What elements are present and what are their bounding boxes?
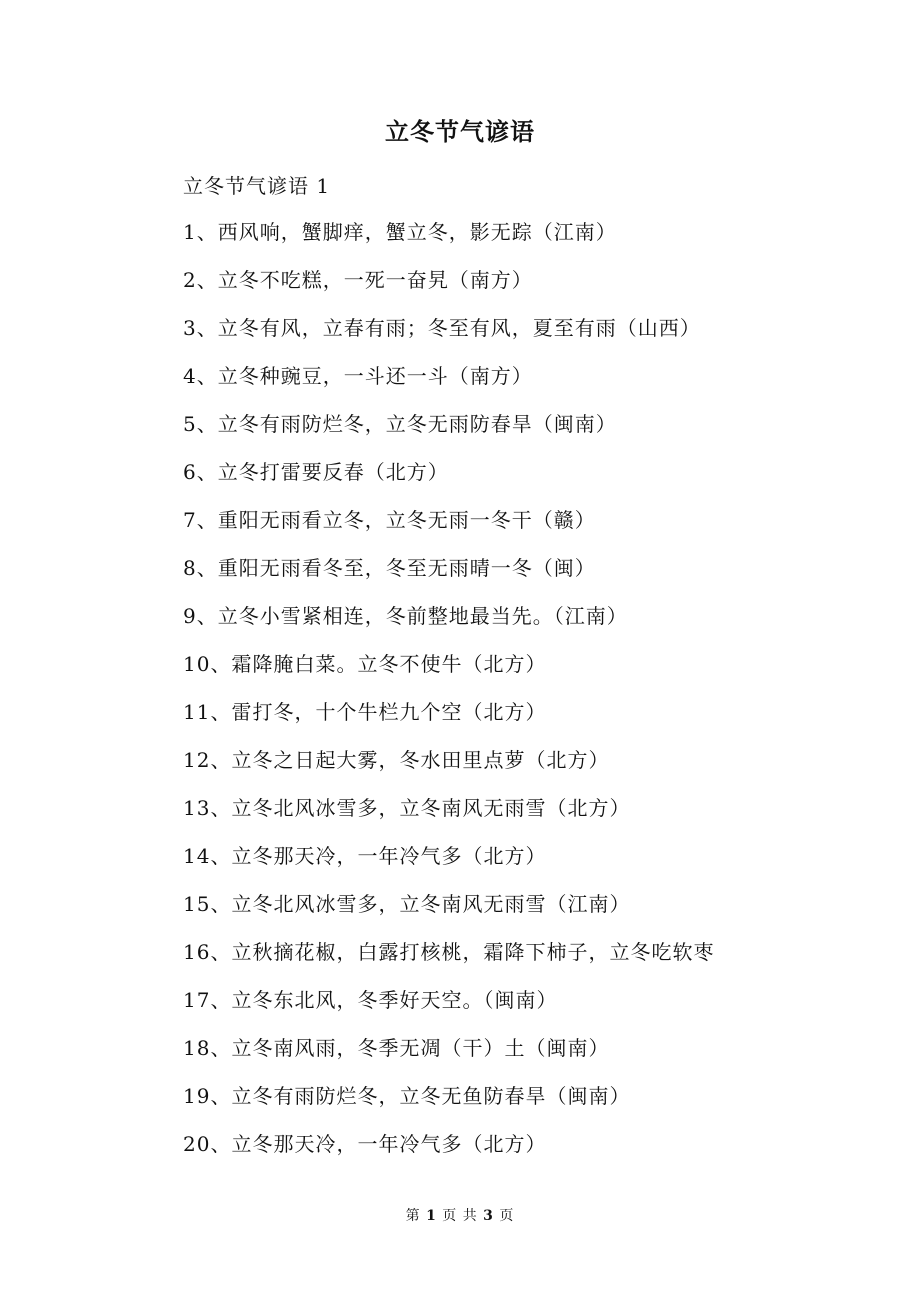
footer-total-pages: 3 — [483, 1208, 494, 1224]
proverb-item-13: 13、立冬北风冰雪多，立冬南风无雨雪（北方） — [183, 796, 631, 820]
proverb-item-2: 2、立冬不吃糕，一死一奋旯（南方） — [183, 268, 533, 292]
proverb-item-19: 19、立冬有雨防烂冬，立冬无鱼防春旱（闽南） — [183, 1084, 631, 1108]
proverb-item-18: 18、立冬南风雨，冬季无凋（干）土（闽南） — [183, 1036, 610, 1060]
page-footer — [0, 1206, 920, 1226]
footer-middle: 页 共 — [442, 1208, 478, 1224]
page-title: 立冬节气谚语 — [385, 117, 535, 146]
proverb-item-8: 8、重阳无雨看冬至，冬至无雨晴一冬（闽） — [183, 556, 596, 580]
proverb-item-12: 12、立冬之日起大雾，冬水田里点萝（北方） — [183, 748, 610, 772]
proverb-item-17: 17、立冬东北风，冬季好天空。（闽南） — [183, 988, 558, 1012]
proverb-item-3: 3、立冬有风，立春有雨；冬至有风，夏至有雨（山西） — [183, 316, 701, 340]
proverb-item-14: 14、立冬那天冷，一年冷气多（北方） — [183, 844, 547, 868]
proverb-item-10: 10、霜降腌白菜。立冬不使牛（北方） — [183, 652, 547, 676]
proverb-item-1: 1、西风响，蟹脚痒，蟹立冬，影无踪（江南） — [183, 220, 617, 244]
proverb-item-16: 16、立秋摘花椒，白露打核桃，霜降下柿子，立冬吃软枣 — [183, 940, 715, 964]
proverb-item-6: 6、立冬打雷要反春（北方） — [183, 460, 449, 484]
proverb-list — [183, 218, 714, 1178]
footer-suffix: 页 — [499, 1208, 515, 1224]
proverb-item-5: 5、立冬有雨防烂冬，立冬无雨防春旱（闽南） — [183, 412, 617, 436]
proverb-item-15: 15、立冬北风冰雪多，立冬南风无雨雪（江南） — [183, 892, 631, 916]
proverb-item-7: 7、重阳无雨看立冬，立冬无雨一冬干（赣） — [183, 508, 596, 532]
proverb-item-9: 9、立冬小雪紧相连，冬前整地最当先。（江南） — [183, 604, 628, 628]
section-heading: 立冬节气谚语 1 — [183, 174, 331, 198]
proverb-item-20: 20、立冬那天冷，一年冷气多（北方） — [183, 1132, 547, 1156]
footer-page-number: 1 — [426, 1208, 437, 1224]
footer-prefix: 第 — [405, 1208, 421, 1224]
proverb-item-4: 4、立冬种豌豆，一斗还一斗（南方） — [183, 364, 533, 388]
proverb-item-11: 11、雷打冬，十个牛栏九个空（北方） — [183, 700, 547, 724]
